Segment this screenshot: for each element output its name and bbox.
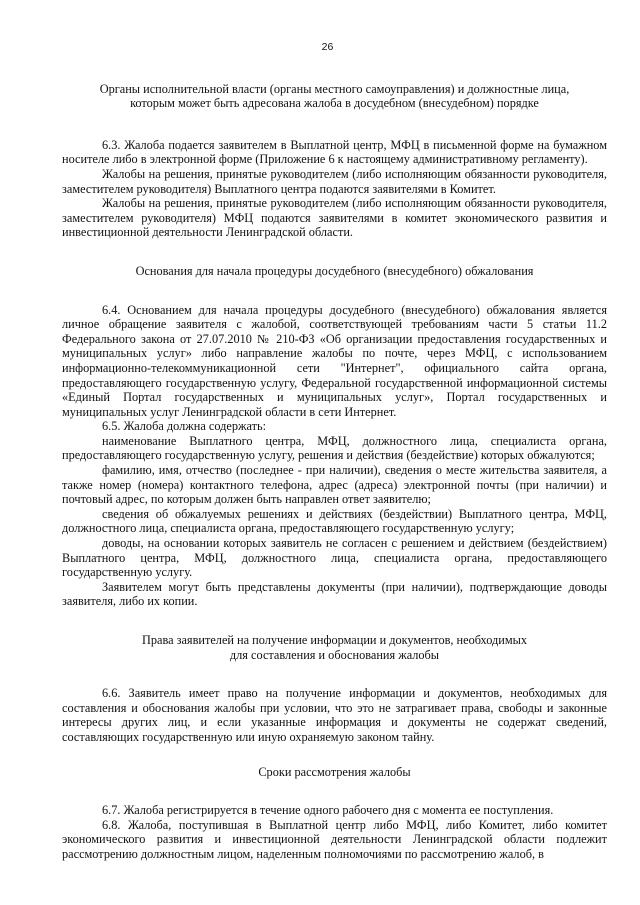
heading-line: Права заявителей на получение информации и документов, необходимых (141, 633, 528, 647)
paragraph: 6.6. Заявитель имеет право на получение информации и документов, необходимых для составления и обоснования жалобы при условии, что это не затрагивает права, свободы и законные интересы других лиц, и если указанные информация и документы не содержат сведений, составляющих государственную или иную охраняемую законом тайну. (62, 686, 607, 744)
paragraph: доводы, на основании которых заявитель не согласен с решением и действием (бездействием) Выплатного центра, МФЦ, должностного лица, специалиста органа, предоставляющего государственную услугу. (62, 536, 607, 580)
paragraph: Заявителем могут быть представлены документы (при наличии), подтверждающие доводы заявителя, либо их копии. (62, 579, 607, 609)
section-heading-terms (62, 765, 607, 780)
paragraph: фамилию, имя, отчество (последнее - при наличии), сведения о месте жительства заявителя, а также номер (номера) контактного телефона, адрес (адреса) электронной почты (при наличии) и почтовый адрес, по которым должен быть направлен ответ заявителю; (62, 463, 607, 507)
paragraph: Жалобы на решения, принятые руководителем (либо исполняющим обязанности руководителя, заместителем руководителя) МФЦ подаются заявителями в комитет экономического развития и инвестиционной деятельности Ленинградской области. (62, 196, 607, 240)
paragraph: 6.8. Жалоба, поступившая в Выплатной центр либо МФЦ, либо Комитет, либо комитет экономического развития и инвестиционной деятельности Ленинградской области подлежит рассмотрению должностным лицом, наделенным полномочиями по рассмотрению жалоб, в (62, 817, 607, 861)
heading-line: Сроки рассмотрения жалобы (258, 764, 411, 779)
paragraph: наименование Выплатного центра, МФЦ, должностного лица, специалиста органа, предоставляющего государственную услугу, решения и действия (бездействие) которых обжалуются; (62, 433, 607, 463)
paragraph: сведения об обжалуемых решениях и действиях (бездействии) Выплатного центра, МФЦ, должностного лица, специалиста органа, предоставляющего государственную услугу; (62, 506, 607, 536)
paragraph: 6.5. Жалоба должна содержать: (102, 419, 267, 434)
section-heading-authorities (62, 82, 607, 111)
paragraph: 6.4. Основанием для начала процедуры досудебного (внесудебного) обжалования является личное обращение заявителя с жалобой, соответствующей требованиям части 5 статьи 11.2 Федерального закона от 27.07.2010 № 210-ФЗ «Об организации предоставления государственных и муниципальных услуг» либо направление жалобы по почте, через МФЦ, с использованием информационно-телекоммуникационной сети "Интернет", официального сайта органа, предоставляющего государственную услугу, Федеральной государственной информационной системы «Единый Портал государственных и муниципальных услуг», Портал государственных и муниципальных услуг Ленинградской области в сети Интернет. (62, 302, 607, 419)
section-heading-grounds (62, 264, 607, 279)
paragraph: 6.3. Жалоба подается заявителем в Выплатной центр, МФЦ в письменной форме на бумажном носителе либо в электронной форме (Приложение 6 к настоящему административному регламенту). (62, 137, 607, 167)
heading-line: для составления и обоснования жалобы (229, 647, 440, 662)
paragraph: Жалобы на решения, принятые руководителем (либо исполняющим обязанности руководителя, заместителем руководителя) Выплатного центра подаются заявителями в Комитет. (62, 166, 607, 196)
section-heading-rights (62, 633, 607, 662)
paragraph: 6.7. Жалоба регистрируется в течение одного рабочего дня с момента ее поступления. (102, 803, 554, 818)
heading-line: Органы исполнительной власти (органы местного самоуправления) и должностные лица, (99, 81, 570, 96)
page-number: 26 (321, 41, 334, 53)
heading-line: Основания для начала процедуры досудебного (внесудебного) обжалования (135, 263, 534, 278)
heading-line: которым может быть адресована жалоба в досудебном (внесудебном) порядке (130, 96, 539, 111)
